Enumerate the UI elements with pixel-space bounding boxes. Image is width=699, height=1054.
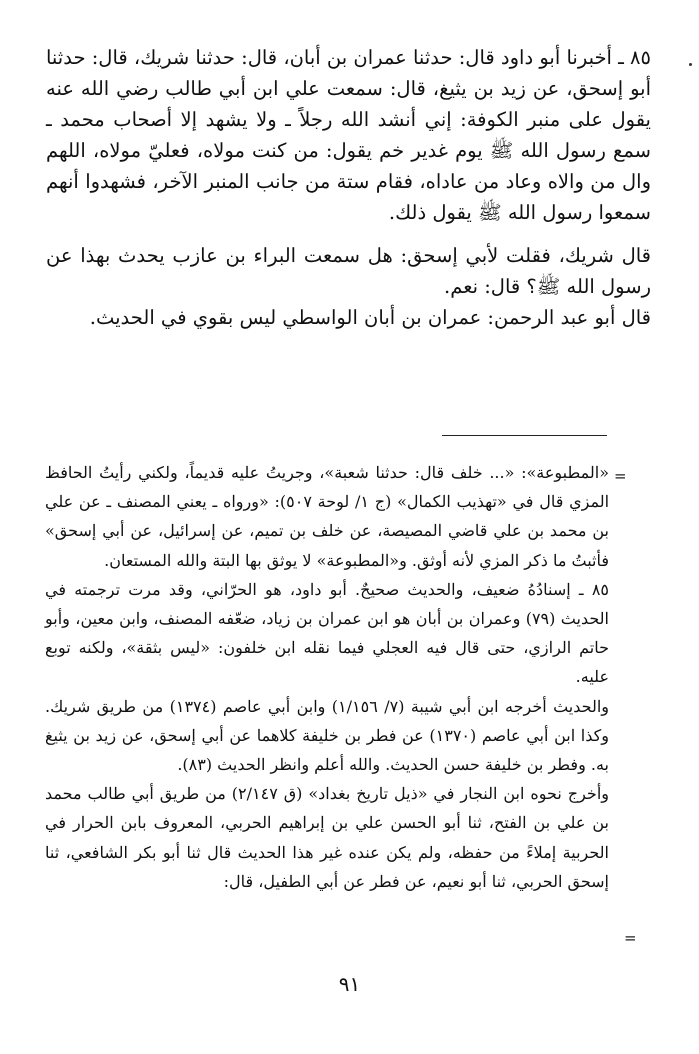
footnote-continued: «المطبوعة»: «... خلف قال: حدثنا شعبة»، وجريتُ عليه قديماً، ولكني رأيتُ الحافظ المزي قال في «تهذيب الكمال» (ج ١/ لوحة ٥٠٧): «ورواه ـ يعني المصنف ـ عن علي بن محمد بن علي قاضي المصيصة، عن خلف بن تميم، عن إسرائيل، عن أبي إسحق» فأثبتُ ما ذكر المزي لأنه أوثق. و«المطبوعة» لا يوثق بها البتة والله المستعان. <box>45 463 610 570</box>
page-number: ٩١ <box>338 972 361 996</box>
abu-abdurrahman-comment: قال أبو عبد الرحمن: عمران بن أبان الواسطي ليس بقوي في الحديث. <box>89 306 651 329</box>
footnote-85-takhrij: والحديث أخرجه ابن أبي شيبة (٧/ ١/١٥٦) وابن أبي عاصم (١٣٧٤) من طريق شريك. وكذا ابن أبي عاصم (١٣٧٠) عن فطر بن خليفة كلاهما عن أبي إسحق، عن زيد بن يثيغ به. وفطر بن خليفة حسن الحديث. والله أعلم وانظر الحديث (٨٣). <box>45 696 610 775</box>
margin-speck <box>689 63 692 66</box>
main-text <box>46 42 651 333</box>
footnote-separator <box>442 435 607 436</box>
footnotes <box>45 458 609 896</box>
continuation-mark-bottom: = <box>624 929 637 947</box>
footnote-85: ٨٥ ـ إسنادُهُ ضعيف، والحديث صحيحٌ. أبو داود، هو الحرّاني، وقد مرت ترجمته في الحديث (٧٩) وعمران بن أبان هو ابن عمران بن زياد، ضعّفه المصنف، وابن معين، وأبو حاتم الرازي، حتى قال فيه العجلي فيما نقله ابن خلفون: «ليس بثقة»، ولكنه توبع عليه. <box>45 579 609 687</box>
hadith-85-text: ٨٥ ـ أخبرنا أبو داود قال: حدثنا عمران بن أبان، قال: حدثنا شريك، قال: حدثنا أبو إسحق، عن زيد بن يثيغ، قال: سمعت علي ابن أبي طالب رضي الله عنه يقول على منبر الكوفة: إني أنشد الله رجلاً ـ ولا يشهد إلا أصحاب محمد ـ سمع رسول الله ﷺ يوم غدير خم يقول: من كنت مولاه، فعليّ مولاه، اللهم وال من والاه وعاد من عاداه، فقام ستة من جانب المنبر الآخر، فشهدوا أنهم سمعوا رسول الله ﷺ يقول ذلك. <box>45 46 651 224</box>
sharik-question-paragraph: قال شريك، فقلت لأبي إسحق: هل سمعت البراء بن عازب يحدث بهذا عن رسول الله ﷺ؟ قال: نعم. <box>46 244 651 298</box>
footnote-85-ibn-najjar: وأخرج نحوه ابن النجار في «ذيل تاريخ بغداد» (ق ٢/١٤٧) من طريق أبي طالب محمد بن علي بن الفتح، ثنا أبو الحسن علي بن إبراهيم الحربي، المعروف بابن الحرار في الحربية إملاءً من حفظه، ولم يكن عنده غير هذا الحديث قال ثنا أبو بكر الشافعي، ثنا إسحق الحربي، ثنا أبو نعيم، عن فطر عن أبي الطفيل، قال: <box>45 784 610 891</box>
continuation-mark-top: = <box>614 467 627 485</box>
